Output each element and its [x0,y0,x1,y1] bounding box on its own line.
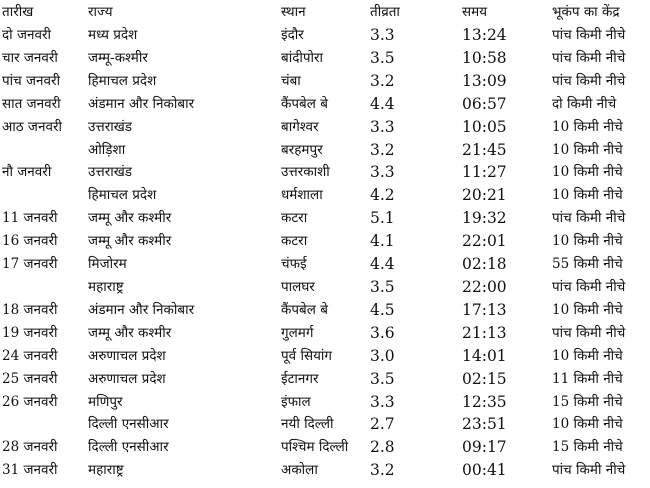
cell-state: दिल्ली एनसीआर [88,416,169,433]
cell-date [0,276,86,299]
cell-state: अरुणाचल प्रदेश [88,347,166,364]
cell-place: बरहमपुर [281,141,323,158]
cell-place: अकोला [281,462,318,479]
cell-time: 14:01 [462,346,507,365]
cell-epicenter: पांच किमी नीचे [552,72,626,89]
cell-time: 00:41 [462,461,507,480]
cell-date: 16 जनवरी [2,233,58,250]
cell-date: पांच जनवरी [2,72,61,89]
cell-epicenter: 10 किमी नीचे [552,164,623,181]
cell-magnitude: 3.3 [370,117,395,136]
cell-epicenter: पांच किमी नीचे [552,462,626,479]
cell-place: बागेश्वर [281,118,319,135]
cell-place: गुलमर्ग [281,324,314,341]
cell-magnitude: 3.2 [370,140,395,159]
cell-epicenter: 55 किमी नीचे [552,256,623,273]
cell-magnitude: 3.0 [370,346,395,365]
cell-epicenter: 10 किमी नीचे [552,187,623,204]
cell-date: 26 जनवरी [2,393,58,410]
cell-magnitude: 3.3 [370,163,395,182]
table-row [0,207,650,230]
table-row [0,322,650,345]
table-row [0,230,650,253]
cell-epicenter: पांच किमी नीचे [552,278,626,295]
cell-time: 06:57 [462,94,507,113]
cell-state: महाराष्ट्र [88,278,124,295]
cell-epicenter: पांच किमी नीचे [552,210,626,227]
cell-epicenter: 10 किमी नीचे [552,233,623,250]
cell-magnitude: 4.1 [370,232,395,251]
cell-place: कटरा [281,210,308,227]
cell-time: 13:24 [462,26,507,44]
cell-epicenter: 11 किमी नीचे [552,370,623,387]
cell-date: 11 जनवरी [2,210,58,227]
cell-epicenter: 10 किमी नीचे [552,118,623,135]
header-state: राज्य [88,4,113,20]
table-row [0,161,650,184]
cell-magnitude: 4.2 [370,186,395,205]
cell-state: दिल्ली एनसीआर [88,439,169,456]
cell-place: कटरा [281,233,308,250]
cell-place: धर्मशाला [281,187,323,204]
cell-state: जम्मू और कश्मीर [88,324,172,341]
cell-magnitude: 3.5 [370,48,395,67]
cell-epicenter: 10 किमी नीचे [552,416,623,433]
cell-place: नयी दिल्ली [281,416,334,433]
cell-state: उत्तराखंड [88,118,133,135]
cell-magnitude: 3.6 [370,323,395,342]
cell-place: पालघर [281,278,315,295]
table-row [0,299,650,322]
header-place: स्थान [281,4,306,20]
cell-magnitude: 4.4 [370,255,395,274]
cell-time: 11:27 [462,163,507,182]
cell-state: अंडमान और निकोबार [88,301,195,318]
cell-time: 17:13 [462,300,507,319]
cell-place: पश्चिम दिल्ली [281,439,349,456]
cell-state: जम्मू-कश्मीर [88,49,148,66]
cell-date: 18 जनवरी [2,301,58,318]
cell-magnitude: 3.5 [370,277,395,296]
cell-date [0,184,86,207]
cell-date: नौ जनवरी [2,164,52,181]
cell-magnitude: 3.3 [370,392,395,411]
header-magnitude: तीव्रता [370,4,400,20]
cell-epicenter: 10 किमी नीचे [552,141,623,158]
header-time: समय [462,4,488,20]
cell-place: चंबा [281,72,301,89]
cell-place: कैंपबेल बे [281,301,328,318]
cell-epicenter: पांच किमी नीचे [552,324,626,341]
cell-magnitude: 3.3 [370,26,395,44]
cell-date: आठ जनवरी [2,118,62,135]
cell-magnitude: 3.2 [370,461,395,480]
cell-state: उत्तराखंड [88,164,133,181]
table-row [0,93,650,116]
cell-time: 23:51 [462,415,507,434]
cell-epicenter: 10 किमी नीचे [552,347,623,364]
table-row [0,139,650,162]
cell-date: 28 जनवरी [2,439,58,456]
table-row [0,47,650,70]
cell-time: 13:09 [462,71,507,90]
table-row [0,413,650,436]
cell-epicenter: 10 किमी नीचे [552,301,623,318]
header-date: तारीख [2,4,34,20]
cell-place: बांदीपोरा [281,49,324,66]
cell-state: ओड़िशा [88,141,126,158]
cell-state: मणिपुर [88,393,123,410]
cell-date: 19 जनवरी [2,324,58,341]
cell-epicenter: 15 किमी नीचे [552,393,623,410]
cell-date: 24 जनवरी [2,347,58,364]
cell-epicenter: पांच किमी नीचे [552,27,626,43]
cell-state: मध्य प्रदेश [88,27,138,43]
cell-state: अंडमान और निकोबार [88,95,195,112]
cell-time: 19:32 [462,209,507,228]
cell-date: 31 जनवरी [2,462,58,479]
cell-place: इंदौर [281,27,304,43]
cell-epicenter: दो किमी नीचे [552,95,617,112]
cell-place: कैंपबेल बे [281,95,328,112]
cell-magnitude: 5.1 [370,209,395,228]
cell-time: 22:01 [462,232,507,251]
cell-place: इंफाल [281,393,311,410]
cell-time: 21:13 [462,323,507,342]
cell-time: 10:58 [462,48,507,67]
cell-time: 02:18 [462,255,507,274]
header-row [0,0,650,24]
cell-state: जम्मू और कश्मीर [88,233,172,250]
cell-time: 21:45 [462,140,507,159]
table-row [0,70,650,93]
header-epicenter: भूकंप का केंद्र [552,4,620,20]
cell-state: अरुणाचल प्रदेश [88,370,166,387]
cell-time: 02:15 [462,369,507,388]
table-row [0,368,650,391]
cell-date: चार जनवरी [2,49,58,66]
table-row [0,459,650,482]
cell-place: चंफई [281,256,307,273]
table-row [0,345,650,368]
cell-date [0,413,86,436]
cell-magnitude: 2.7 [370,415,395,434]
cell-time: 09:17 [462,438,507,457]
cell-magnitude: 4.4 [370,94,395,113]
cell-date: सात जनवरी [2,95,61,112]
cell-state: हिमाचल प्रदेश [88,187,157,204]
table-row [0,24,650,47]
cell-time: 22:00 [462,277,507,296]
cell-state: जम्मू और कश्मीर [88,210,172,227]
cell-date [0,139,86,162]
table-row [0,253,650,276]
cell-magnitude: 4.5 [370,300,395,319]
cell-place: उत्तरकाशी [281,164,330,181]
cell-time: 20:21 [462,186,507,205]
table-row [0,391,650,414]
cell-magnitude: 3.2 [370,71,395,90]
cell-date: 25 जनवरी [2,370,58,387]
cell-state: महाराष्ट्र [88,462,124,479]
cell-epicenter: पांच किमी नीचे [552,49,626,66]
cell-place: ईटानगर [281,370,319,387]
cell-state: मिजोरम [88,256,127,273]
table-row [0,184,650,207]
cell-time: 10:05 [462,117,507,136]
table-row [0,116,650,139]
table-row [0,276,650,299]
cell-date: दो जनवरी [2,27,51,43]
cell-epicenter: 15 किमी नीचे [552,439,623,456]
cell-place: पूर्व सियांग [281,347,333,364]
cell-state: हिमाचल प्रदेश [88,72,157,89]
cell-magnitude: 3.5 [370,369,395,388]
cell-time: 12:35 [462,392,507,411]
cell-date: 17 जनवरी [2,256,58,273]
table-row [0,436,650,459]
cell-magnitude: 2.8 [370,438,395,457]
